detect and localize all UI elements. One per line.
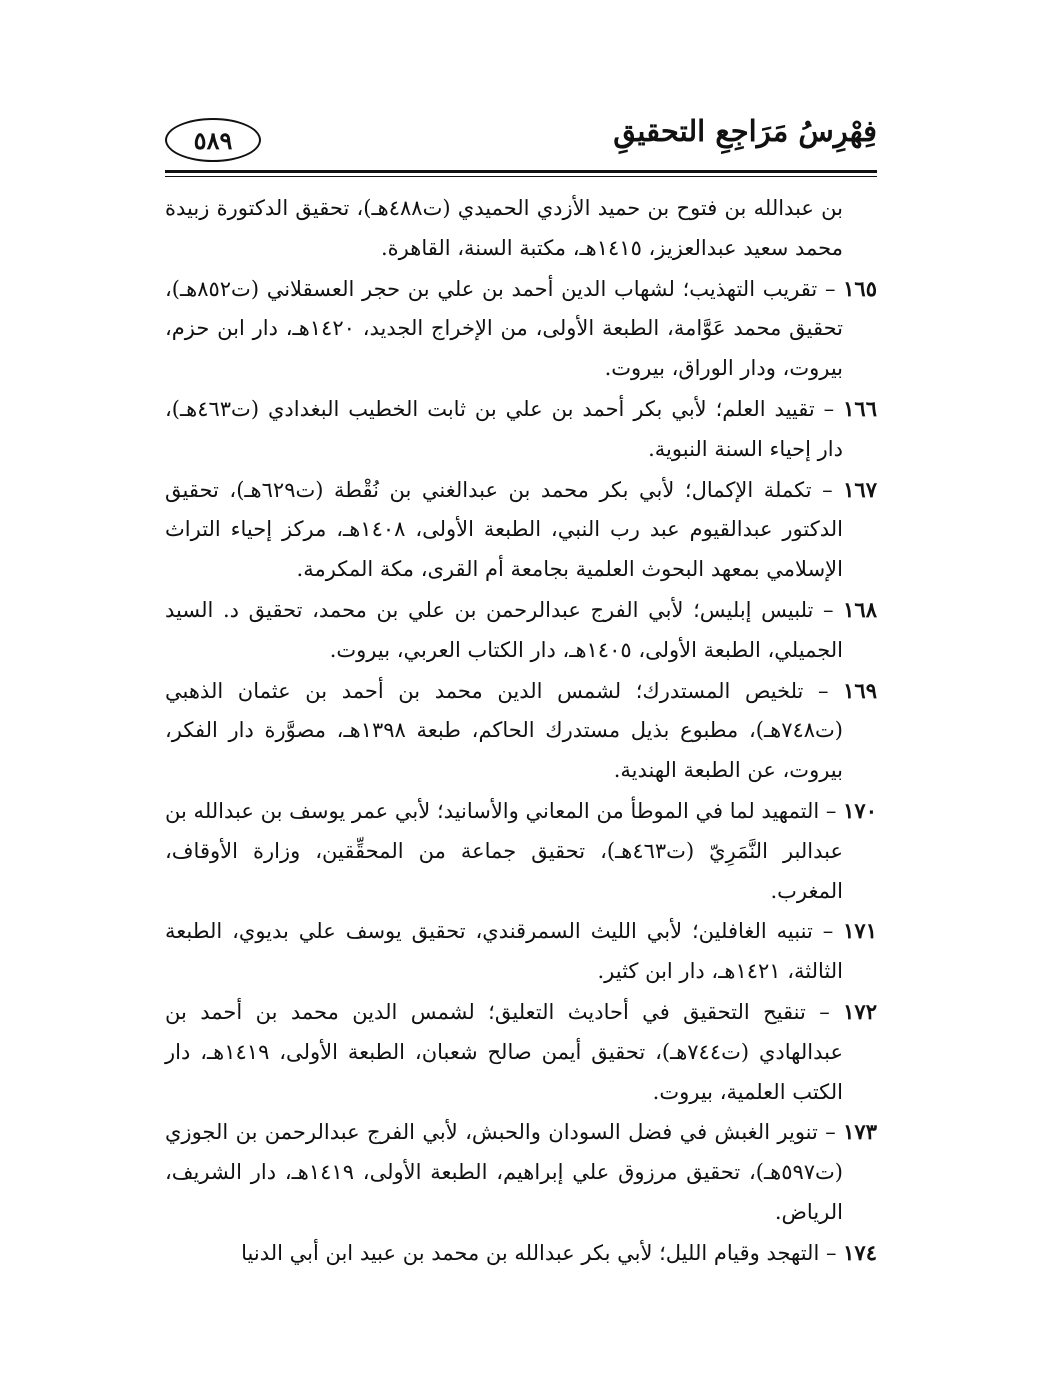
entry-number: ١٦٨: [843, 596, 877, 622]
entry-text: – تنقيح التحقيق في أحاديث التعليق؛ لشمس الدين محمد بن أحمد بن عبدالهادي (ت٧٤٤هـ)، تحقيق أيمن صالح شعبان، الطبعة الأولى، ١٤١٩هـ، دار الكتب العلمية، بيروت.: [165, 999, 843, 1104]
reference-entry: [165, 590, 877, 671]
entry-number: ١٦٧: [843, 476, 877, 502]
entry-number: ١٧٠: [843, 797, 877, 823]
reference-entry: [165, 992, 877, 1112]
reference-entry: [165, 791, 877, 911]
reference-entry: [165, 389, 877, 470]
reference-entry: [165, 1233, 877, 1274]
page-title: فِهْرِسُ مَرَاجِعِ التحقيقِ: [613, 114, 877, 148]
entry-text: – تقريب التهذيب؛ لشهاب الدين أحمد بن علي بن حجر العسقلاني (ت٨٥٢هـ)، تحقيق محمد عَوَّامة، الطبعة الأولى، من الإخراج الجديد، ١٤٢٠هـ، دار ابن حزم، بيروت، ودار الوراق، بيروت.: [165, 276, 843, 381]
reference-entry: [165, 470, 877, 590]
entry-text: – تلخيص المستدرك؛ لشمس الدين محمد بن أحمد بن عثمان الذهبي (ت٧٤٨هـ)، مطبوع بذيل مستدرك الحاكم، طبعة ١٣٩٨هـ، مصوَّرة دار الفكر، بيروت، عن الطبعة الهندية.: [165, 678, 843, 783]
header-rule-thin: [165, 176, 877, 177]
reference-entry: [165, 671, 877, 791]
reference-entry: [165, 188, 877, 269]
entry-number: ١٧٣: [843, 1119, 877, 1145]
header-rule-thick: [165, 170, 877, 173]
entry-number: ١٦٥: [843, 275, 877, 301]
page-header: [165, 112, 877, 170]
entry-text: – تقييد العلم؛ لأبي بكر أحمد بن علي بن ثابت الخطيب البغدادي (ت٤٦٣هـ)، دار إحياء السنة النبوية.: [165, 396, 843, 461]
entry-number: ١٧٤: [843, 1239, 877, 1265]
entry-number: ١٧٢: [843, 998, 877, 1024]
reference-entry: [165, 911, 877, 992]
entry-number: ١٧١: [843, 918, 877, 944]
entry-text: – تلبيس إبليس؛ لأبي الفرج عبدالرحمن بن علي بن محمد، تحقيق د. السيد الجميلي، الطبعة الأولى، ١٤٠٥هـ، دار الكتاب العربي، بيروت.: [165, 597, 843, 662]
entry-number: ١٦٩: [843, 677, 877, 703]
reference-list: [165, 188, 877, 1274]
entry-text: – تنبيه الغافلين؛ لأبي الليث السمرقندي، تحقيق يوسف علي بديوي، الطبعة الثالثة، ١٤٢١هـ، دار ابن كثير.: [165, 919, 843, 984]
reference-entry: [165, 269, 877, 389]
reference-entry: [165, 1112, 877, 1232]
entry-text: بن عبدالله بن فتوح بن حميد الأزدي الحميدي (ت٤٨٨هـ)، تحقيق الدكتورة زبيدة محمد سعيد عبدالعزيز، ١٤١٥هـ، مكتبة السنة، القاهرة.: [165, 196, 844, 260]
entry-text: – التمهيد لما في الموطأ من المعاني والأسانيد؛ لأبي عمر يوسف بن عبدالله بن عبدالبر النَّمَرِيّ (ت٤٦٣هـ)، تحقيق جماعة من المحقِّقين، وزارة الأوقاف، المغرب.: [165, 798, 843, 903]
entry-text: – تكملة الإكمال؛ لأبي بكر محمد بن عبدالغني بن نُقْطة (ت٦٢٩هـ)، تحقيق الدكتور عبدالقيوم عبد رب النبي، الطبعة الأولى، ١٤٠٨هـ، مركز إحياء التراث الإسلامي بمعهد البحوث العلمية بجامعة أم القرى، مكة المكرمة.: [165, 477, 843, 582]
entry-text: – التهجد وقيام الليل؛ لأبي بكر عبدالله بن محمد بن عبيد ابن أبي الدنيا: [241, 1240, 837, 1265]
page-number: ٥٨٩: [165, 118, 261, 162]
entry-number: ١٦٦: [843, 395, 877, 421]
entry-text: – تنوير الغبش في فضل السودان والحبش، لأبي الفرج عبدالرحمن بن الجوزي (ت٥٩٧هـ)، تحقيق مرزوق علي إبراهيم، الطبعة الأولى، ١٤١٩هـ، دار الشريف، الرياض.: [165, 1120, 843, 1224]
